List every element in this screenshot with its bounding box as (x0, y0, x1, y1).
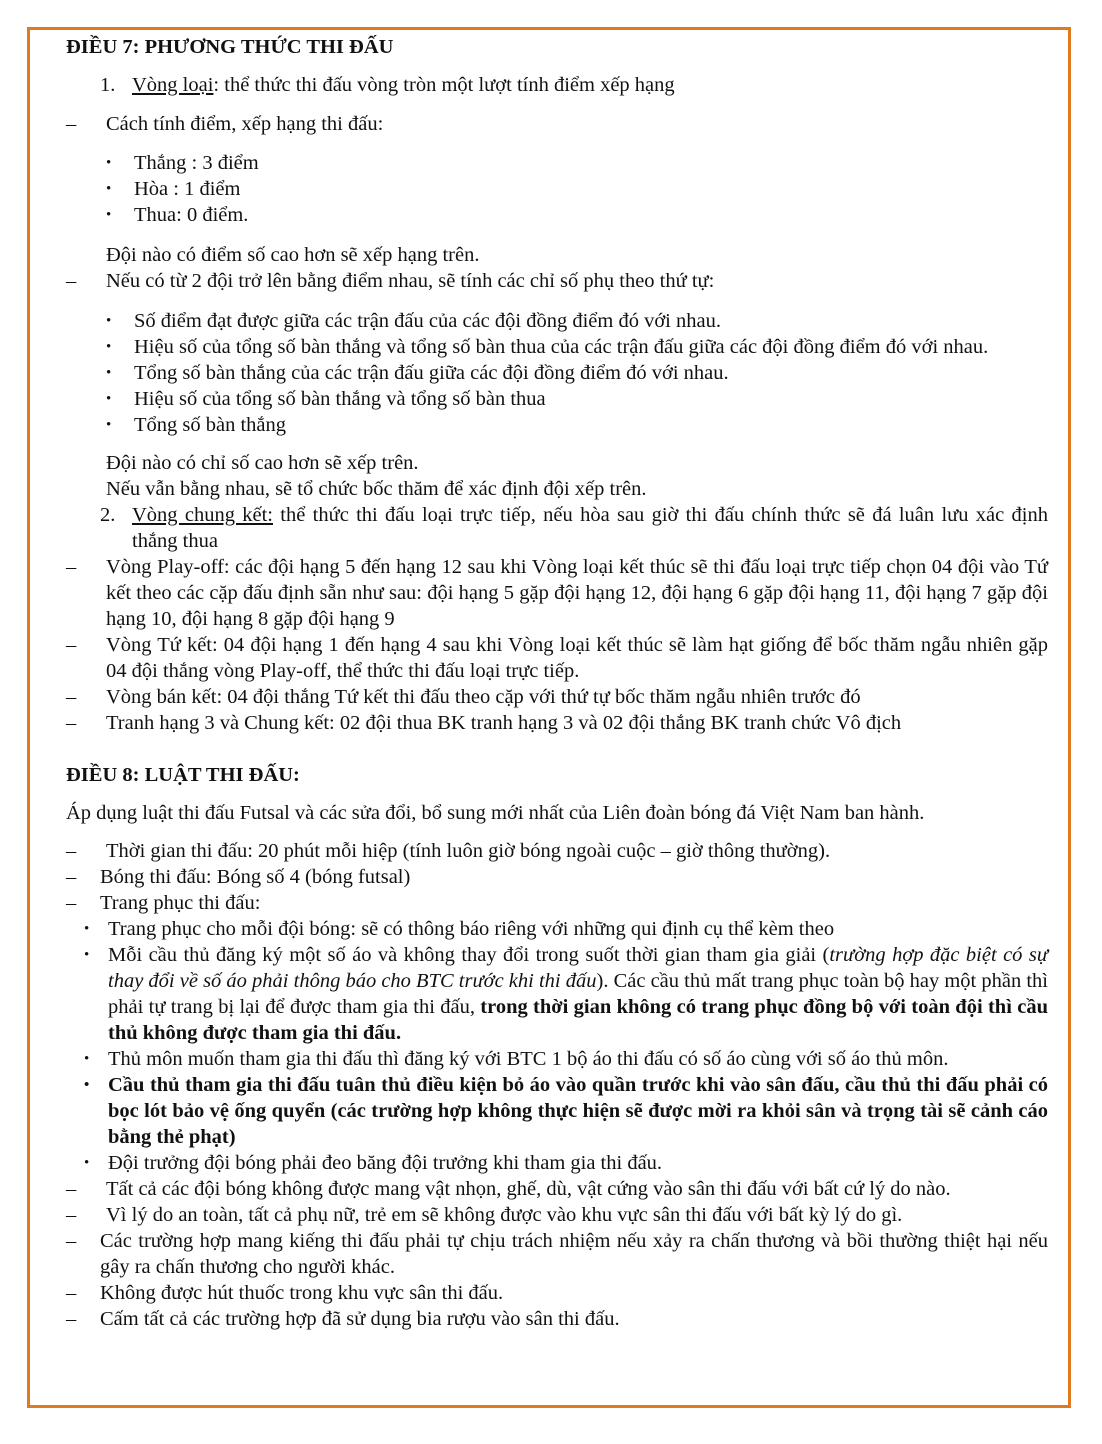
list-item: • Thua: 0 điểm. (106, 204, 249, 226)
rule-ball: – Bóng thi đấu: Bóng số 4 (bóng futsal) (66, 866, 411, 888)
scoring-title: – Cách tính điểm, xếp hạng thi đấu: (66, 113, 384, 135)
uniform-item: • Đội trưởng đội bóng phải đeo băng đội trưởng khi tham gia thi đấu. (84, 1152, 663, 1174)
final-round-semi: – Vòng bán kết: 04 đội thắng Tứ kết thi đấu theo cặp với thứ tự bốc thăm ngẫu nhiên trước đó (66, 686, 861, 708)
list-item: • Hiệu số của tổng số bàn thắng và tổng số bàn thua (106, 388, 546, 410)
tiebreak-list (66, 308, 1048, 438)
uniform-item: • Trang phục cho mỗi đội bóng: sẽ có thông báo riêng với những qui định cụ thể kèm theo (84, 918, 835, 940)
list-item: • Số điểm đạt được giữa các trận đấu của các đội đồng điểm đó với nhau. (106, 310, 721, 332)
tiebreak-title: – Nếu có từ 2 đội trở lên bằng điểm nhau, sẽ tính các chỉ số phụ theo thứ tự: (66, 270, 715, 292)
tie-rank-1: Đội nào có chỉ số cao hơn sẽ xếp trên. (106, 452, 419, 474)
scoring-list (66, 150, 1048, 228)
article-8-intro: Áp dụng luật thi đấu Futsal và các sửa đổi, bổ sung mới nhất của Liên đoàn bóng đá Việt Nam ban hành. (66, 802, 925, 824)
final-round-playoff: – Vòng Play-off: các đội hạng 5 đến hạng 12 sau khi Vòng loại kết thúc sẽ thi đấu loại trực tiếp chọn 04 đội vào Tứ kết theo các cặp đấu định sẵn như sau: đội hạng 5 gặp đội hạng 12, đội hạng 6 gặp đội hạng 11, đội hạng 7 gặp đội hạng 10, đội hạng 8 gặp đội hạng 9 (66, 556, 1048, 630)
uniform-item: • Thủ môn muốn tham gia thi đấu thì đăng ký với BTC 1 bộ áo thi đấu có số áo cùng với số áo thủ môn. (84, 1048, 949, 1070)
article-7-heading: ĐIỀU 7: PHƯƠNG THỨC THI ĐẤU (66, 36, 394, 58)
rule-item: – Không được hút thuốc trong khu vực sân thi đấu. (66, 1282, 504, 1304)
document-body (66, 34, 1048, 1332)
rule-uniform-title: – Trang phục thi đấu: (66, 892, 261, 914)
uniform-item: • Cầu thủ tham gia thi đấu tuân thủ điều kiện bỏ áo vào quần trước khi vào sân đấu, cầu thủ thi đấu phải có bọc lót bảo vệ ống quyển (các trường hợp không thực hiện sẽ được mời ra khỏi sân và trọng tài sẽ cảnh cáo bằng thẻ phạt) (84, 1074, 1048, 1148)
list-item: • Hiệu số của tổng số bàn thắng và tổng số bàn thua của các trận đấu giữa các đội đồng điểm đó với nhau. (106, 336, 989, 358)
list-item: • Tổng số bàn thắng (106, 414, 287, 436)
rule-item: – Các trường hợp mang kiếng thi đấu phải tự chịu trách nhiệm nếu xảy ra chấn thương và bồi thường thiệt hại nếu gây ra chấn thương cho người khác. (66, 1230, 1048, 1278)
uniform-item: • Mỗi cầu thủ đăng ký một số áo và không thay đổi trong suốt thời gian tham gia giải (trường hợp đặc biệt có sự thay đổi về số áo phải thông báo cho BTC trước khi thi đấu). Các cầu thủ mất trang phục toàn bộ hay một phần thì phải tự trang bị lại để được tham gia thi đấu, trong thời gian không có trang phục đồng bộ với toàn đội thì cầu thủ không được tham gia thi đấu. (84, 944, 1048, 1044)
list-item: • Thắng : 3 điểm (106, 152, 259, 174)
list-item: • Hòa : 1 điểm (106, 178, 241, 200)
final-round-final: – Tranh hạng 3 và Chung kết: 02 đội thua BK tranh hạng 3 và 02 đội thắng BK tranh chức Vô địch (66, 712, 902, 734)
list-item: • Tổng số bàn thắng của các trận đấu giữa các đội đồng điểm đó với nhau. (106, 362, 729, 384)
item-1-label: Vòng loại (132, 74, 214, 96)
rule-item: – Tất cả các đội bóng không được mang vật nhọn, ghế, dù, vật cứng vào sân thi đấu với bất cứ lý do nào. (66, 1178, 951, 1200)
rank-text: Đội nào có điểm số cao hơn sẽ xếp hạng trên. (106, 244, 480, 266)
rule-time: – Thời gian thi đấu: 20 phút mỗi hiệp (tính luôn giờ bóng ngoài cuộc – giờ thông thường). (66, 840, 831, 862)
tie-rank-2: Nếu vẫn bằng nhau, sẽ tổ chức bốc thăm để xác định đội xếp trên. (106, 478, 647, 500)
rule-item: – Vì lý do an toàn, tất cả phụ nữ, trẻ em sẽ không được vào khu vực sân thi đấu với bất kỳ lý do gì. (66, 1204, 903, 1226)
item-1: 1. Vòng loại: thể thức thi đấu vòng tròn một lượt tính điểm xếp hạng (100, 74, 675, 96)
final-round-quarter: – Vòng Tứ kết: 04 đội hạng 1 đến hạng 4 sau khi Vòng loại kết thúc sẽ làm hạt giống để bốc thăm ngẫu nhiên gặp 04 đội thắng vòng Play-off, thể thức thi đấu loại trực tiếp. (66, 634, 1048, 682)
item-2-label: Vòng chung kết: (132, 504, 273, 526)
article-8-heading: ĐIỀU 8: LUẬT THI ĐẤU: (66, 764, 300, 786)
item-2: 2. Vòng chung kết: thể thức thi đấu loại trực tiếp, nếu hòa sau giờ thi đấu chính thức sẽ đá luân lưu xác định thắng thua (100, 504, 1048, 552)
rule-item: – Cấm tất cả các trường hợp đã sử dụng bia rượu vào sân thi đấu. (66, 1308, 620, 1330)
